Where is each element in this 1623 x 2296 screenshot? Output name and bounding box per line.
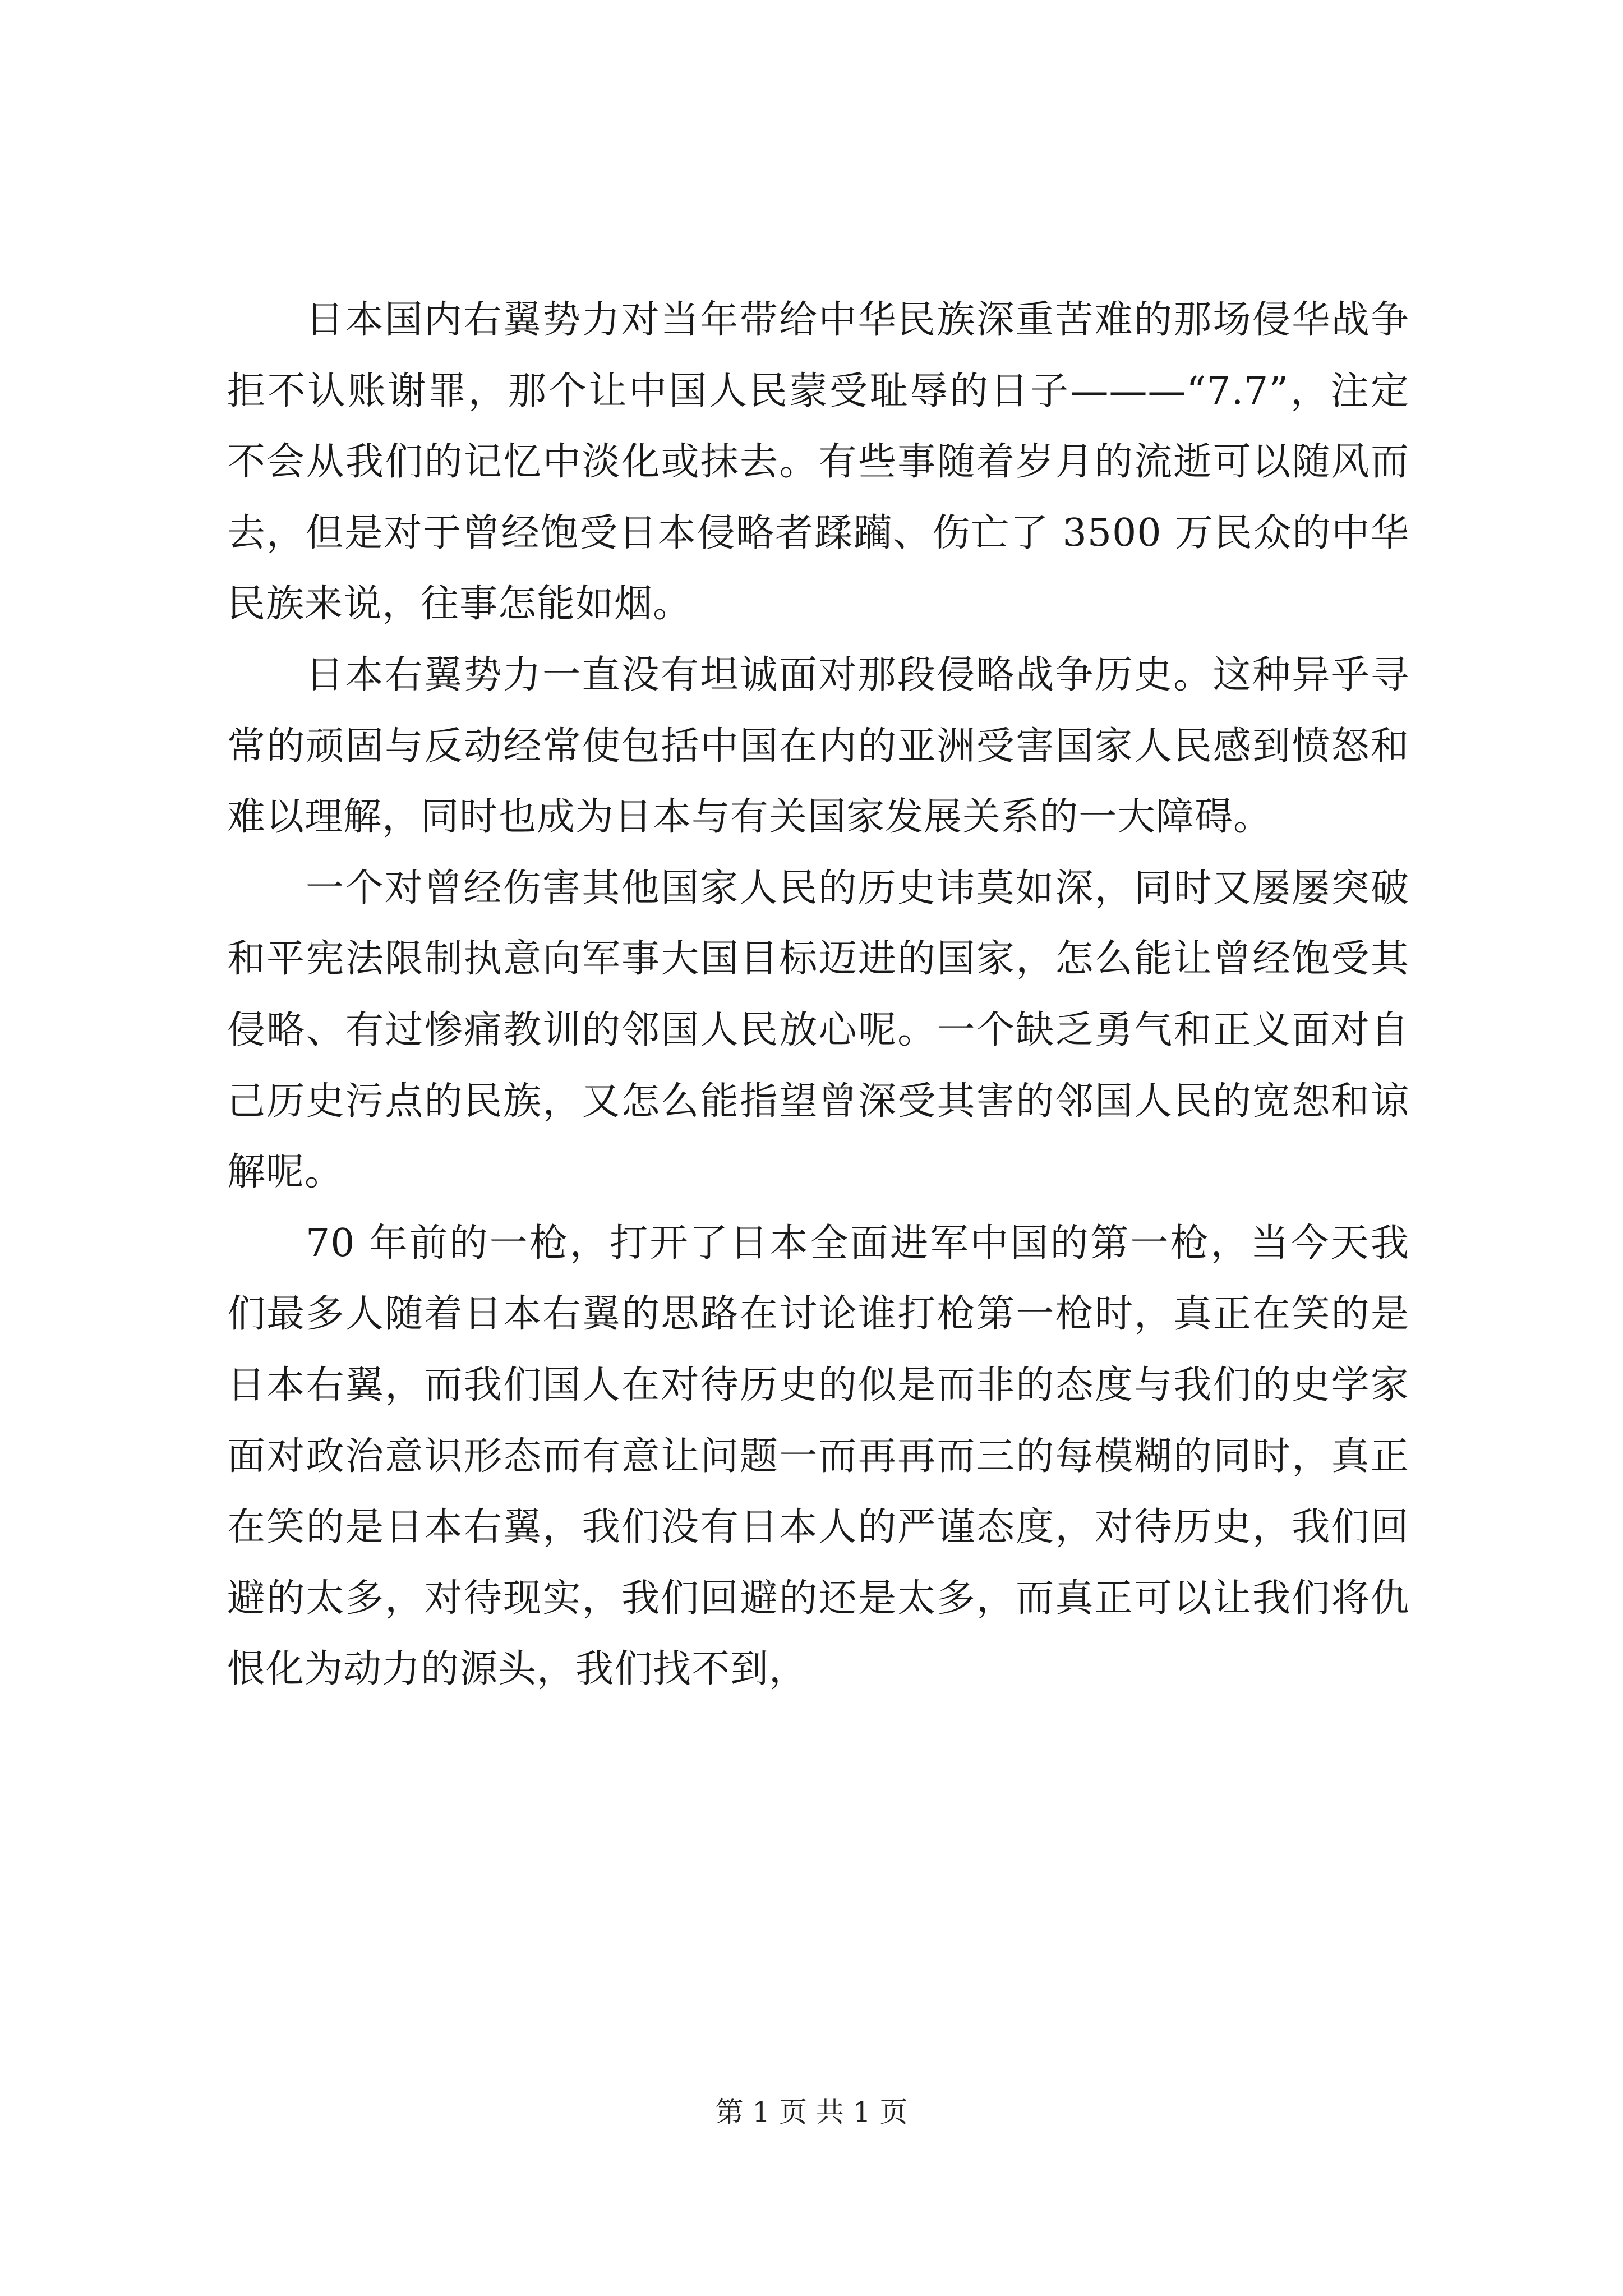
paragraph: 70 年前的一枪，打开了日本全面进军中国的第一枪，当今天我们最多人随着日本右翼的思路在讨论谁打枪第一枪时，真正在笑的是日本右翼，而我们国人在对待历史的似是而非的态度与我们的史学家面对政治意识形态而有意让问题一而再再而三的每模糊的同时，真正在笑的是日本右翼，我们没有日本人的严谨态度，对待历史，我们回避的太多，对待现实，我们回避的还是太多，而真正可以让我们将仇恨化为动力的源头，我们找不到， xyxy=(227,1221,1409,1692)
paragraph: 日本国内右翼势力对当年带给中华民族深重苦难的那场侵华战争拒不认账谢罪，那个让中国人民蒙受耻辱的日子———“7.7”，注定不会从我们的记忆中淡化或抹去。有些事随着岁月的流逝可以随风而去，但是对于曾经饱受日本侵略者蹂躏、伤亡了 3500 万民众的中华民族来说，往事怎能如烟。 xyxy=(227,298,1409,627)
body-text xyxy=(227,285,1409,1705)
paragraph: 日本右翼势力一直没有坦诚面对那段侵略战争历史。这种异乎寻常的顽固与反动经常使包括中国在内的亚洲受害国家人民感到愤怒和难以理解，同时也成为日本与有关国家发展关系的一大障碍。 xyxy=(227,652,1409,840)
page-footer: 第 1 页 共 1 页 xyxy=(715,2096,908,2128)
paragraph: 一个对曾经伤害其他国家人民的历史讳莫如深，同时又屡屡突破和平宪法限制执意向军事大国目标迈进的国家，怎么能让曾经饱受其侵略、有过惨痛教训的邻国人民放心呢。一个缺乏勇气和正义面对自己历史污点的民族，又怎么能指望曾深受其害的邻国人民的宽恕和谅解呢。 xyxy=(227,866,1409,1195)
